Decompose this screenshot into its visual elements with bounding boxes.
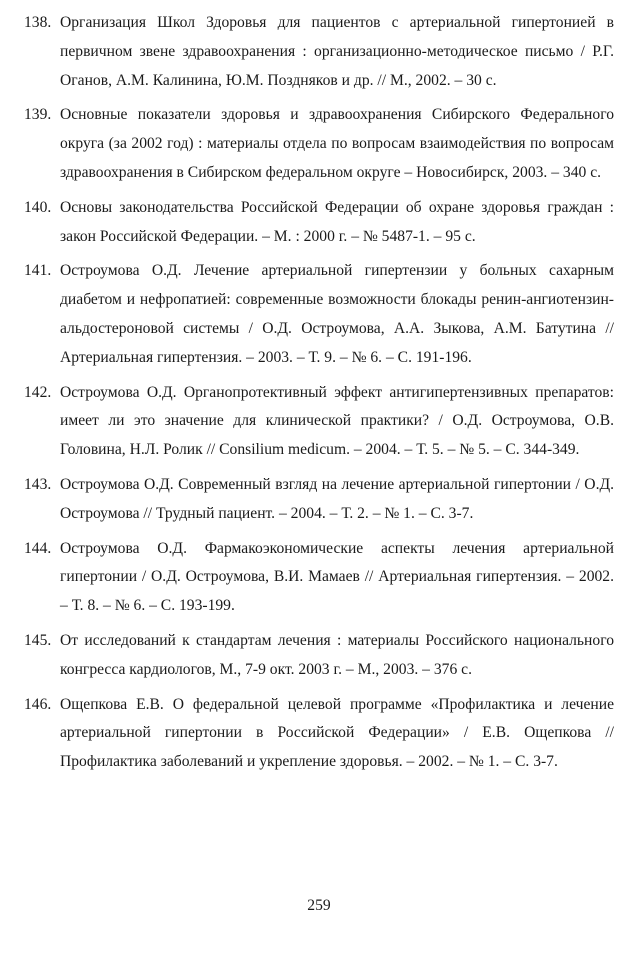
reference-item [24,9,614,95]
reference-text: Остроумова О.Д. Лечение артериальной гипертензии у больных сахарным диабетом и нефропатией: современные возможности блокады ренин-ангиотензин-альдостероновой системы / О.Д. Остроумова, А.А. Зыкова, А.М. Батутина // Артериальная гипертензия. – 2003. – Т. 9. – № 6. – С. 191-196. [60,262,614,366]
reference-item [24,257,614,372]
reference-text: Основные показатели здоровья и здравоохранения Сибирского Федерального округа (за 2002 год) : материалы отдела по вопросам взаимодействия по вопросам здравоохранения в Сибирском федеральном округе – Новосибирск, 2003. – 340 с. [60,106,614,181]
reference-item [24,379,614,465]
reference-item [24,194,614,252]
reference-item [24,627,614,685]
reference-text: Организация Школ Здоровья для пациентов с артериальной гипертонией в первичном звене здравоохранения : организационно-методическое письмо / Р.Г. Оганов, А.М. Калинина, Ю.М. Поздняков и др. // М., 2002. – 30 с. [60,14,614,89]
reference-number: 144. [24,539,52,557]
reference-number: 139. [24,106,52,124]
reference-item [24,691,614,777]
reference-number: 146. [24,695,52,713]
reference-number: 138. [24,14,52,31]
reference-number: 143. [24,475,52,493]
reference-number: 142. [24,383,52,401]
page-number: 259 [307,897,331,914]
reference-text: Основы законодательства Российской Федерации об охране здоровья граждан : закон Российской Федерации. – М. : 2000 г. – № 5487-1. – 95 с. [60,198,614,245]
reference-item [24,101,614,187]
reference-number: 145. [24,631,52,649]
reference-list [24,9,614,783]
reference-text: От исследований к стандартам лечения : материалы Российского национального конгресса кардиологов, М., 7-9 окт. 2003 г. – М., 2003. – 376 с. [60,631,614,678]
reference-number: 141. [24,262,52,280]
reference-text: Остроумова О.Д. Современный взгляд на лечение артериальной гипертонии / О.Д. Остроумова // Трудный пациент. – 2004. – Т. 2. – № 1. – С. 3-7. [60,475,614,522]
reference-number: 140. [24,198,52,216]
reference-item [24,471,614,529]
reference-text: Остроумова О.Д. Органопротективный эффект антигипертензивных препаратов: имеет ли это значение для клинической практики? / О.Д. Остроумова, О.В. Головина, Н.Л. Ролик // Consilium medicum. – 2004. – Т. 5. – № 5. – С. 344-349. [60,383,614,459]
reference-text: Ощепкова Е.В. О федеральной целевой программе «Профилактика и лечение артериальной гипертонии в Российской Федерации» / Е.В. Ощепкова // Профилактика заболеваний и укрепление здоровья. – 2002. – № 1. – С. 3-7. [60,695,614,771]
reference-text: Остроумова О.Д. Фармакоэкономические аспекты лечения артериальной гипертонии / О.Д. Остроумова, В.И. Мамаев // Артериальная гипертензия. – 2002. – Т. 8. – № 6. – С. 193-199. [60,539,614,615]
reference-item [24,535,614,621]
